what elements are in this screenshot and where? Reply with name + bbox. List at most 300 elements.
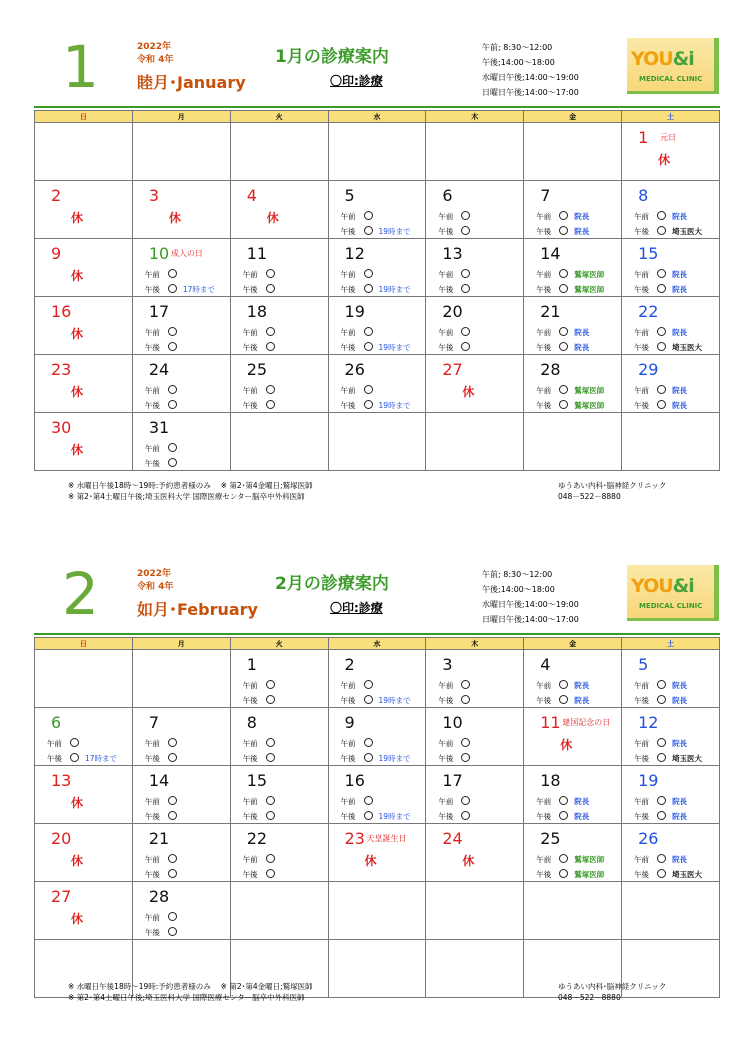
calendar-week xyxy=(35,766,720,824)
open-circle-icon xyxy=(657,869,666,878)
pm-label: 午後 xyxy=(340,401,356,410)
month-name: 睦月･January xyxy=(137,73,246,92)
year-era: 2022年 令和 4年 xyxy=(137,42,174,65)
day-number: 11 xyxy=(246,244,268,263)
day-cell xyxy=(328,824,426,882)
open-circle-icon xyxy=(559,211,568,220)
open-circle-icon xyxy=(168,327,177,336)
open-circle-icon xyxy=(461,269,470,278)
closed-label: 休 xyxy=(71,327,84,341)
am-session xyxy=(438,796,470,807)
open-circle-icon xyxy=(461,284,470,293)
am-label: 午前 xyxy=(340,739,356,748)
session-note: 19時まで xyxy=(378,227,411,236)
day-cell xyxy=(426,940,524,998)
footnotes xyxy=(68,981,313,1003)
am-session xyxy=(536,211,589,222)
am-session xyxy=(634,385,687,396)
session-note: 院長 xyxy=(672,386,688,395)
am-session xyxy=(438,680,470,691)
weekday-6: 土 xyxy=(622,111,720,123)
pm-session xyxy=(634,869,702,880)
day-number: 25 xyxy=(246,360,268,379)
am-label: 午前 xyxy=(242,797,258,806)
pm-session xyxy=(536,284,604,295)
am-label: 午前 xyxy=(144,444,160,453)
day-number: 17 xyxy=(148,302,170,321)
day-cell xyxy=(132,413,230,471)
open-circle-icon xyxy=(266,385,275,394)
pm-label: 午後 xyxy=(438,812,454,821)
closed-label: 休 xyxy=(71,269,84,283)
open-circle-icon xyxy=(657,385,666,394)
pm-session xyxy=(243,753,275,764)
pm-session xyxy=(438,753,470,764)
am-label: 午前 xyxy=(340,212,356,221)
session-note: 院長 xyxy=(574,212,590,221)
day-number: 27 xyxy=(51,887,72,906)
day-cell xyxy=(622,355,720,413)
pm-label: 午後 xyxy=(536,285,552,294)
day-cell xyxy=(622,708,720,766)
open-circle-icon xyxy=(266,811,275,820)
header-divider xyxy=(34,633,720,635)
day-cell xyxy=(524,239,622,297)
pm-session xyxy=(145,284,215,295)
session-note: 院長 xyxy=(672,285,688,294)
pm-label: 午後 xyxy=(242,754,258,763)
month-big-number: 1 xyxy=(62,33,99,101)
am-session xyxy=(536,269,604,280)
day-number: 28 xyxy=(148,887,170,906)
calendar-week xyxy=(35,181,720,239)
day-number: 5 xyxy=(344,186,355,205)
day-cell xyxy=(35,297,133,355)
day-number: 26 xyxy=(344,360,365,379)
day-number: 30 xyxy=(51,418,72,437)
am-session xyxy=(243,327,275,338)
open-circle-icon xyxy=(364,680,373,689)
session-note: 院長 xyxy=(672,270,688,279)
am-session xyxy=(341,269,373,280)
closed-label: 休 xyxy=(71,443,84,457)
day-number: 8 xyxy=(246,713,257,732)
calendar-table xyxy=(34,637,720,998)
am-label: 午前 xyxy=(144,855,160,864)
closed-label: 休 xyxy=(560,738,573,752)
open-circle-icon xyxy=(559,796,568,805)
session-note: 院長 xyxy=(574,227,590,236)
session-note: 19時まで xyxy=(378,401,411,410)
pm-label: 午後 xyxy=(634,870,650,879)
open-circle-icon xyxy=(266,796,275,805)
pm-label: 午後 xyxy=(242,343,258,352)
pm-label: 午後 xyxy=(634,285,650,294)
hours-line: 日曜日午後;14:00〜17:00 xyxy=(482,615,579,624)
weekday-3: 水 xyxy=(328,638,426,650)
day-cell xyxy=(230,297,328,355)
session-note: 院長 xyxy=(672,855,688,864)
am-session xyxy=(243,854,275,865)
pm-session xyxy=(145,400,177,411)
day-cell xyxy=(426,882,524,940)
open-circle-icon xyxy=(559,695,568,704)
session-note: 院長 xyxy=(672,797,688,806)
am-label: 午前 xyxy=(634,681,650,690)
open-circle-icon xyxy=(364,226,373,235)
open-circle-icon xyxy=(168,869,177,878)
open-circle-icon xyxy=(461,796,470,805)
open-circle-icon xyxy=(168,738,177,747)
day-number: 27 xyxy=(442,360,463,379)
day-cell xyxy=(132,650,230,708)
month-header xyxy=(0,527,750,635)
day-cell xyxy=(524,824,622,882)
am-session xyxy=(47,738,79,749)
open-circle-icon xyxy=(364,796,373,805)
day-number: 23 xyxy=(51,360,72,379)
open-circle-icon xyxy=(168,796,177,805)
day-cell xyxy=(230,824,328,882)
day-cell xyxy=(622,239,720,297)
open-circle-icon xyxy=(461,738,470,747)
day-cell xyxy=(524,413,622,471)
pm-label: 午後 xyxy=(340,227,356,236)
day-cell xyxy=(426,708,524,766)
open-circle-icon xyxy=(364,211,373,220)
weekday-4: 木 xyxy=(426,111,524,123)
day-cell xyxy=(35,413,133,471)
weekday-header xyxy=(35,111,720,123)
day-cell xyxy=(622,181,720,239)
logo-text-b: &i xyxy=(672,48,694,70)
open-circle-icon xyxy=(559,680,568,689)
pm-session xyxy=(634,342,702,353)
open-circle-icon xyxy=(364,811,373,820)
am-session xyxy=(145,269,177,280)
day-number: 21 xyxy=(148,829,170,848)
day-number: 22 xyxy=(638,302,659,321)
day-number: 26 xyxy=(638,829,659,848)
pm-label: 午後 xyxy=(438,285,454,294)
day-cell xyxy=(230,650,328,708)
open-circle-icon xyxy=(657,854,666,863)
day-number: 6 xyxy=(442,186,453,205)
am-label: 午前 xyxy=(634,855,650,864)
day-number: 14 xyxy=(540,244,561,263)
logo-text xyxy=(631,48,694,70)
am-session xyxy=(243,738,275,749)
am-session xyxy=(145,738,177,749)
pm-label: 午後 xyxy=(438,343,454,352)
day-cell xyxy=(35,766,133,824)
pm-label: 午後 xyxy=(242,401,258,410)
pm-session xyxy=(536,695,589,706)
pm-label: 午後 xyxy=(340,343,356,352)
am-session xyxy=(145,443,177,454)
day-cell xyxy=(328,708,426,766)
day-cell xyxy=(230,123,328,181)
am-label: 午前 xyxy=(536,328,552,337)
day-number: 10 xyxy=(148,244,170,263)
pm-label: 午後 xyxy=(242,812,258,821)
day-cell xyxy=(426,123,524,181)
open-circle-icon xyxy=(657,269,666,278)
weekday-6: 土 xyxy=(622,638,720,650)
am-session xyxy=(536,680,589,691)
am-session xyxy=(145,854,177,865)
pm-label: 午後 xyxy=(438,227,454,236)
pm-label: 午後 xyxy=(438,696,454,705)
pm-session xyxy=(243,400,275,411)
session-note: 鷲塚医師 xyxy=(574,270,605,279)
day-number: 22 xyxy=(246,829,268,848)
weekday-5: 金 xyxy=(524,111,622,123)
am-label: 午前 xyxy=(242,681,258,690)
day-number: 16 xyxy=(51,302,72,321)
open-circle-icon xyxy=(70,738,79,747)
pm-session xyxy=(145,342,177,353)
open-circle-icon xyxy=(559,869,568,878)
am-label: 午前 xyxy=(242,739,258,748)
pm-session xyxy=(536,869,604,880)
open-circle-icon xyxy=(559,385,568,394)
open-circle-icon xyxy=(168,458,177,467)
session-note: 院長 xyxy=(672,681,688,690)
open-circle-icon xyxy=(657,680,666,689)
am-session xyxy=(243,680,275,691)
pm-session xyxy=(438,284,470,295)
pm-label: 午後 xyxy=(438,754,454,763)
pm-session xyxy=(145,458,177,469)
open-circle-icon xyxy=(461,753,470,762)
pm-label: 午後 xyxy=(536,812,552,821)
open-circle-icon xyxy=(168,753,177,762)
clinic-name: ゆうあい内科･脳神経クリニック xyxy=(558,481,667,490)
day-cell xyxy=(230,413,328,471)
pm-session xyxy=(438,226,470,237)
clinic-contact xyxy=(558,981,666,1003)
am-session xyxy=(438,211,470,222)
open-circle-icon xyxy=(266,269,275,278)
pm-session xyxy=(341,811,411,822)
open-circle-icon xyxy=(168,912,177,921)
am-label: 午前 xyxy=(438,212,454,221)
open-circle-icon xyxy=(559,327,568,336)
day-cell xyxy=(426,355,524,413)
day-cell xyxy=(328,181,426,239)
day-number: 20 xyxy=(51,829,72,848)
day-number: 9 xyxy=(344,713,355,732)
pm-session xyxy=(243,342,275,353)
day-cell xyxy=(524,181,622,239)
day-cell xyxy=(132,297,230,355)
day-number: 4 xyxy=(540,655,551,674)
open-circle-icon xyxy=(559,284,568,293)
pm-label: 午後 xyxy=(634,812,650,821)
calendar-week xyxy=(35,239,720,297)
day-number: 29 xyxy=(638,360,659,379)
clinic-phone: 048－522－8880 xyxy=(558,492,621,501)
day-number: 19 xyxy=(638,771,659,790)
pm-session xyxy=(536,400,604,411)
open-circle-icon xyxy=(559,400,568,409)
day-cell xyxy=(622,297,720,355)
session-note: 19時まで xyxy=(378,812,411,821)
am-session xyxy=(438,269,470,280)
page-title: 1月の診療案内 xyxy=(275,47,389,67)
open-circle-icon xyxy=(266,680,275,689)
am-session xyxy=(634,327,687,338)
am-label: 午前 xyxy=(340,270,356,279)
am-label: 午前 xyxy=(242,386,258,395)
open-circle-icon xyxy=(657,211,666,220)
open-circle-icon xyxy=(364,269,373,278)
am-session xyxy=(536,385,604,396)
weekday-1: 月 xyxy=(132,638,230,650)
am-session xyxy=(634,854,687,865)
open-circle-icon xyxy=(461,211,470,220)
am-label: 午前 xyxy=(438,328,454,337)
day-number: 13 xyxy=(51,771,72,790)
am-label: 午前 xyxy=(634,739,650,748)
pm-label: 午後 xyxy=(536,343,552,352)
open-circle-icon xyxy=(461,811,470,820)
pm-label: 午後 xyxy=(144,459,160,468)
day-cell xyxy=(426,239,524,297)
day-number: 28 xyxy=(540,360,561,379)
logo-text xyxy=(631,575,694,597)
day-cell xyxy=(132,882,230,940)
open-circle-icon xyxy=(364,327,373,336)
day-number: 31 xyxy=(148,418,170,437)
open-circle-icon xyxy=(266,869,275,878)
closed-label: 休 xyxy=(71,854,84,868)
clinic-logo xyxy=(627,565,719,621)
logo-text-a: YOU xyxy=(631,575,673,597)
day-cell xyxy=(328,882,426,940)
legend-subtitle: 〇印:診療 xyxy=(330,74,383,88)
pm-session xyxy=(341,695,411,706)
open-circle-icon xyxy=(364,738,373,747)
day-number: 4 xyxy=(246,186,257,205)
day-number: 24 xyxy=(442,829,463,848)
calendar-week xyxy=(35,708,720,766)
day-number: 12 xyxy=(638,713,659,732)
pm-session xyxy=(145,753,177,764)
logo-subtext: MEDICAL CLINIC xyxy=(639,75,703,83)
pm-session xyxy=(438,695,470,706)
am-session xyxy=(243,796,275,807)
session-note: 鷲塚医師 xyxy=(574,401,605,410)
open-circle-icon xyxy=(461,327,470,336)
hours-line: 日曜日午後;14:00〜17:00 xyxy=(482,88,579,97)
day-cell xyxy=(35,650,133,708)
weekday-2: 火 xyxy=(230,638,328,650)
weekday-header xyxy=(35,638,720,650)
day-number: 19 xyxy=(344,302,365,321)
pm-session xyxy=(536,811,589,822)
am-session xyxy=(341,211,373,222)
am-session xyxy=(145,912,177,923)
holiday-label: 元日 xyxy=(660,133,677,142)
day-cell xyxy=(328,413,426,471)
open-circle-icon xyxy=(461,680,470,689)
day-number: 15 xyxy=(638,244,659,263)
open-circle-icon xyxy=(266,342,275,351)
am-label: 午前 xyxy=(340,386,356,395)
session-note: 埼玉医大 xyxy=(672,227,703,236)
session-note: 院長 xyxy=(574,797,590,806)
footnote-line: ※ 水曜日午後18時〜19時:予約患者様のみ ※ 第2･第4金曜日;鷲塚医師 xyxy=(68,481,313,490)
open-circle-icon xyxy=(266,695,275,704)
day-number: 7 xyxy=(148,713,160,732)
hours-line: 水曜日午後;14:00〜19:00 xyxy=(482,73,579,82)
logo-text-a: YOU xyxy=(631,48,673,70)
open-circle-icon xyxy=(364,695,373,704)
pm-session xyxy=(634,400,687,411)
weekday-0: 日 xyxy=(35,111,133,123)
day-cell xyxy=(328,297,426,355)
pm-label: 午後 xyxy=(340,812,356,821)
month-header xyxy=(0,0,750,108)
am-label: 午前 xyxy=(438,270,454,279)
am-session xyxy=(438,738,470,749)
closed-label: 休 xyxy=(168,211,181,225)
day-cell xyxy=(426,650,524,708)
session-note: 埼玉医大 xyxy=(672,343,703,352)
day-cell xyxy=(622,766,720,824)
am-label: 午前 xyxy=(634,797,650,806)
day-cell xyxy=(524,882,622,940)
closed-label: 休 xyxy=(71,385,84,399)
am-session xyxy=(145,796,177,807)
closed-label: 休 xyxy=(462,854,475,868)
am-label: 午前 xyxy=(634,270,650,279)
day-cell xyxy=(132,824,230,882)
day-cell xyxy=(524,355,622,413)
hours-line: 水曜日午後;14:00〜19:00 xyxy=(482,600,579,609)
am-label: 午前 xyxy=(340,681,356,690)
am-label: 午前 xyxy=(340,328,356,337)
session-note: 埼玉医大 xyxy=(672,754,703,763)
day-number: 3 xyxy=(442,655,453,674)
weekday-4: 木 xyxy=(426,638,524,650)
session-note: 院長 xyxy=(574,696,590,705)
day-cell xyxy=(622,123,720,181)
open-circle-icon xyxy=(364,342,373,351)
open-circle-icon xyxy=(168,927,177,936)
day-cell xyxy=(132,708,230,766)
open-circle-icon xyxy=(364,385,373,394)
session-note: 17時まで xyxy=(182,285,215,294)
closed-label: 休 xyxy=(266,211,279,225)
weekday-2: 火 xyxy=(230,111,328,123)
day-cell xyxy=(132,355,230,413)
weekday-1: 月 xyxy=(132,111,230,123)
day-cell xyxy=(328,650,426,708)
day-cell xyxy=(622,413,720,471)
footnote-line: ※ 第2･第4土曜日午後;埼玉医科大学 国際医療センター脳卒中外科医師 xyxy=(68,492,305,501)
pm-label: 午後 xyxy=(144,870,160,879)
pm-label: 午後 xyxy=(144,754,160,763)
am-label: 午前 xyxy=(144,739,160,748)
day-cell xyxy=(230,239,328,297)
open-circle-icon xyxy=(168,443,177,452)
day-number: 14 xyxy=(148,771,170,790)
am-session xyxy=(536,854,604,865)
open-circle-icon xyxy=(168,342,177,351)
